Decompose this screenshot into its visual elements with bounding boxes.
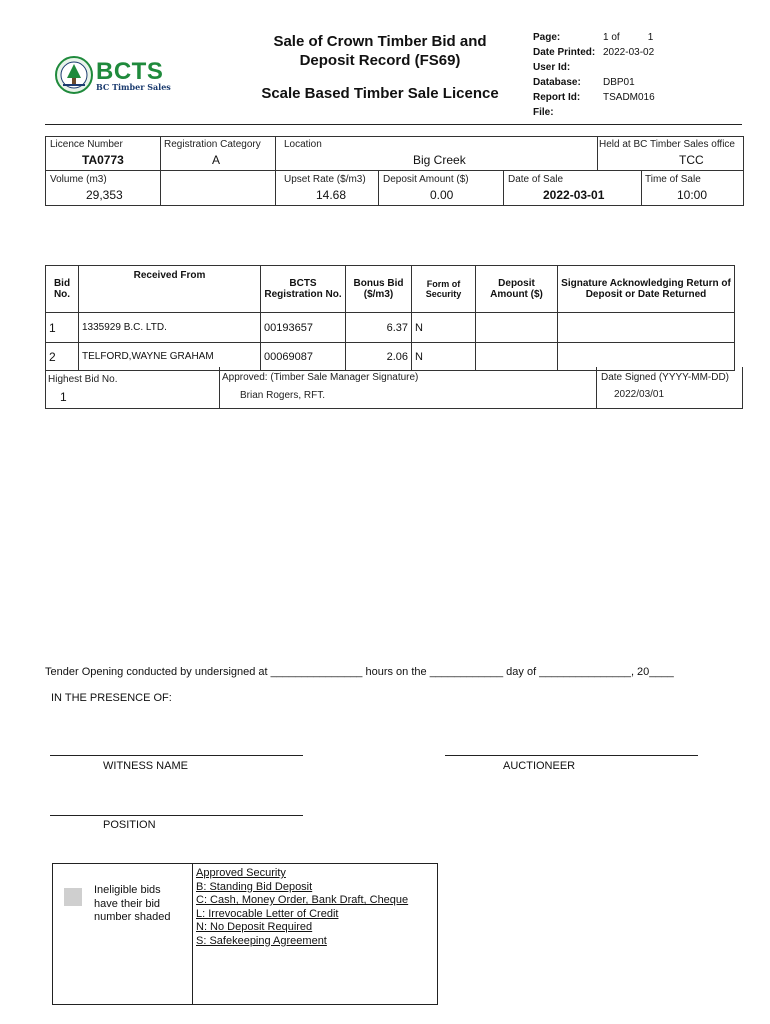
approval-divider	[219, 367, 220, 409]
held-at-label: Held at BC Timber Sales office	[599, 139, 735, 150]
col-signature: Signature Acknowledging Return of Deposit or Date Returned	[558, 266, 735, 313]
page-label: Page:	[533, 32, 561, 43]
auctioneer-signature-line	[445, 755, 698, 756]
approval-bottom-line	[45, 408, 743, 409]
auctioneer-label: AUCTIONEER	[503, 760, 576, 772]
logo-subtext: BC Timber Sales	[96, 82, 171, 92]
deposit-amount-cell	[476, 343, 558, 371]
legend-item: Approved Security	[196, 867, 286, 879]
security-legend-list	[196, 867, 408, 948]
registration-no-cell: 00193657	[261, 313, 346, 343]
bid-no-cell: 1	[46, 313, 79, 343]
bid-table	[45, 265, 735, 371]
col-deposit-amount: Deposit Amount ($)	[476, 266, 558, 313]
deposit-amount-label: Deposit Amount ($)	[383, 174, 469, 185]
info-col-divider	[597, 136, 598, 170]
report-title-line2: Deposit Record (FS69)	[299, 52, 461, 69]
witness-signature-line	[50, 755, 303, 756]
info-row-divider	[45, 170, 744, 171]
page-value: 1 of	[603, 32, 620, 43]
signature-cell	[558, 343, 735, 371]
date-of-sale-label: Date of Sale	[508, 174, 564, 185]
bid-no-cell: 2	[46, 343, 79, 371]
signature-cell	[558, 313, 735, 343]
shaded-note-line: number shaded	[94, 911, 171, 923]
time-of-sale-label: Time of Sale	[645, 174, 701, 185]
bonus-bid-cell: 2.06	[346, 343, 412, 371]
info-col-divider	[275, 136, 276, 206]
report-title	[255, 32, 505, 70]
approval-border-left	[45, 367, 46, 409]
registration-no-cell: 00069087	[261, 343, 346, 371]
page-total: 1	[647, 32, 654, 43]
report-meta	[533, 30, 655, 120]
date-of-sale: 2022-03-01	[543, 188, 605, 202]
date-printed-label: Date Printed:	[533, 47, 596, 58]
user-id-label: User Id:	[533, 62, 571, 73]
database-label: Database:	[533, 77, 581, 88]
date-printed-value: 2022-03-02	[603, 47, 655, 58]
table-row	[46, 343, 735, 371]
form-of-security-cell: N	[412, 313, 476, 343]
date-signed: 2022/03/01	[614, 389, 665, 400]
presence-label: IN THE PRESENCE OF:	[51, 692, 172, 704]
volume: 29,353	[86, 188, 123, 202]
approved-label: Approved: (Timber Sale Manager Signature)	[222, 372, 419, 383]
registration-category-label: Registration Category	[164, 139, 261, 150]
licence-number-label: Licence Number	[50, 139, 123, 150]
info-col-divider	[503, 170, 504, 206]
report-title-line1: Sale of Crown Timber Bid and	[273, 33, 487, 50]
upset-rate: 14.68	[316, 188, 347, 202]
shaded-note-line: Ineligible bids	[94, 884, 161, 896]
logo-text: BCTS	[96, 58, 164, 85]
highest-bid-label: Highest Bid No.	[48, 374, 118, 385]
location: Big Creek	[413, 153, 466, 167]
report-subtitle: Scale Based Timber Sale Licence	[261, 85, 499, 102]
position-label: POSITION	[103, 819, 156, 831]
time-of-sale: 10:00	[677, 188, 708, 202]
approved-by: Brian Rogers, RFT.	[240, 390, 326, 401]
col-received-from: Received From	[79, 266, 261, 313]
info-col-divider	[641, 170, 642, 206]
report-id-value: TSADM016	[603, 92, 655, 103]
legend-divider	[192, 863, 193, 1005]
legend-item: S: Safekeeping Agreement	[196, 934, 327, 947]
table-row	[46, 313, 735, 343]
location-label: Location	[284, 139, 322, 150]
file-label: File:	[533, 107, 554, 118]
shaded-swatch	[64, 888, 82, 906]
legend-item: B: Standing Bid Deposit	[196, 880, 313, 893]
legend-item: L: Irrevocable Letter of Credit	[196, 907, 339, 920]
received-from-cell: TELFORD,WAYNE GRAHAM	[79, 343, 261, 371]
deposit-amount: 0.00	[430, 188, 454, 202]
approval-border-right	[742, 367, 743, 409]
col-registration-no: BCTS Registration No.	[261, 266, 346, 313]
bid-table-header	[46, 266, 735, 313]
info-col-divider	[160, 136, 161, 206]
report-id-label: Report Id:	[533, 92, 581, 103]
received-from-cell: 1335929 B.C. LTD.	[79, 313, 261, 343]
col-bonus-bid: Bonus Bid ($/m3)	[346, 266, 412, 313]
highest-bid: 1	[60, 390, 67, 404]
approval-divider	[596, 367, 597, 409]
upset-rate-label: Upset Rate ($/m3)	[284, 174, 366, 185]
licence-number: TA0773	[82, 153, 124, 167]
header-divider	[45, 124, 742, 125]
legend-item: C: Cash, Money Order, Bank Draft, Cheque	[196, 894, 409, 906]
form-of-security-cell: N	[412, 343, 476, 371]
shaded-note	[94, 884, 170, 925]
info-col-divider	[378, 170, 379, 206]
database-value: DBP01	[603, 77, 635, 88]
deposit-amount-cell	[476, 313, 558, 343]
held-at: TCC	[679, 153, 704, 167]
position-signature-line	[50, 815, 303, 816]
col-bid-no: Bid No.	[46, 266, 79, 313]
date-signed-label: Date Signed (YYYY-MM-DD)	[601, 372, 730, 383]
registration-category: A	[212, 153, 221, 167]
shaded-note-line: have their bid	[94, 897, 161, 910]
col-form-of-security: Form of Security	[412, 266, 476, 313]
bonus-bid-cell: 6.37	[346, 313, 412, 343]
tender-opening-line: Tender Opening conducted by undersigned at _______________ hours on the ____________ day of _______________, 20____	[45, 666, 674, 678]
legend-item: N: No Deposit Required	[196, 921, 313, 933]
witness-name-label: WITNESS NAME	[103, 760, 188, 772]
volume-label: Volume (m3)	[50, 174, 107, 185]
